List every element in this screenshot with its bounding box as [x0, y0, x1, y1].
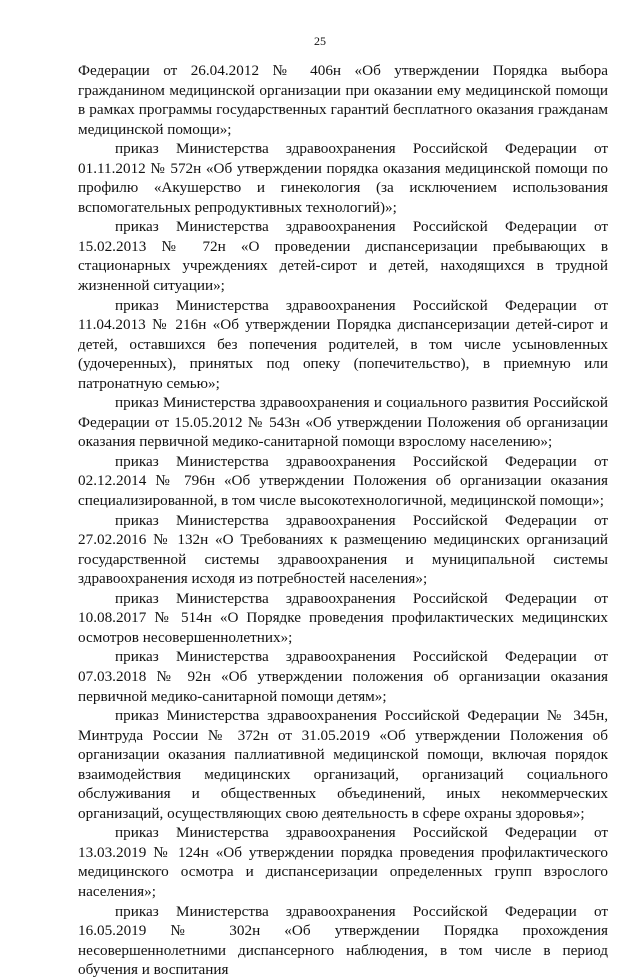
paragraph: Федерации от 26.04.2012 № 406н «Об утверждении Порядка выбора гражданином медицинской организации при оказании ему медицинской помощи в рамках программы государственных гарантий бесплатного оказания гражданам медицинской помощи»;: [78, 62, 608, 138]
document-body: [78, 61, 608, 980]
paragraph: приказ Министерства здравоохранения Российской Федерации от 10.08.2017 № 514н «О Порядке проведения профилактических медицинских осмотров несовершеннолетних»;: [78, 589, 608, 646]
paragraph: приказ Министерства здравоохранения Российской Федерации от 13.03.2019 № 124н «Об утверждении порядка проведения профилактического медицинского осмотра и диспансеризации определенных групп взрослого населения»;: [78, 824, 608, 900]
paragraph: приказ Министерства здравоохранения Российской Федерации от 07.03.2018 № 92н «Об утверждении положения об организации оказания первичной медико-санитарной помощи детям»;: [78, 648, 608, 705]
paragraph: приказ Министерства здравоохранения Российской Федерации от 11.04.2013 № 216н «Об утверждении Порядка диспансеризации детей-сирот и детей, оставшихся без попечения родителей, в том числе усыновленных (удочеренных), принятых под опеку (попечительство), в приемную или патронатную семью»;: [78, 296, 608, 392]
page-number: 25: [314, 34, 326, 48]
paragraph: приказ Министерства здравоохранения Российской Федерации от 02.12.2014 № 796н «Об утверждении Положения об организации оказания специализированной, в том числе высокотехнологичной, медицинской помощи»;: [78, 452, 608, 510]
paragraph: приказ Министерства здравоохранения Российской Федерации от 01.11.2012 № 572н «Об утверждении порядка оказания медицинской помощи по профилю «Акушерство и гинекология (за исключением использования вспомогательных репродуктивных технологий)»;: [78, 140, 608, 216]
paragraph: приказ Министерства здравоохранения Российской Федерации от 16.05.2019 № 302н «Об утверждении Порядка прохождения несовершеннолетними диспансерного наблюдения, в том числе в период обучения и воспитания: [78, 902, 608, 979]
paragraph: приказ Министерства здравоохранения Российской Федерации от 15.02.2013 № 72н «О проведении диспансеризации пребывающих в стационарных учреждениях детей-сирот и детей, находящихся в трудной жизненной ситуации»;: [78, 218, 608, 295]
paragraph: приказ Министерства здравоохранения Российской Федерации № 345н, Минтруда России № 372н от 31.05.2019 «Об утверждении Положения об организации оказания паллиативной медицинской помощи, включая порядок взаимодействия медицинских организаций, организаций социального обслуживания и общественных объединений, иных некоммерческих организаций, осуществляющих свою деятельность в сфере охраны здоровья»;: [78, 707, 608, 822]
paragraph: приказ Министерства здравоохранения и социального развития Российской Федерации от 15.05.2012 № 543н «Об утверждении Положения об организации оказания первичной медико-санитарной помощи взрослому населению»;: [78, 394, 608, 451]
paragraph: приказ Министерства здравоохранения Российской Федерации от 27.02.2016 № 132н «О Требованиях к размещению медицинских организаций государственной системы здравоохранения и муниципальной системы здравоохранения исходя из потребностей населения»;: [78, 511, 608, 588]
